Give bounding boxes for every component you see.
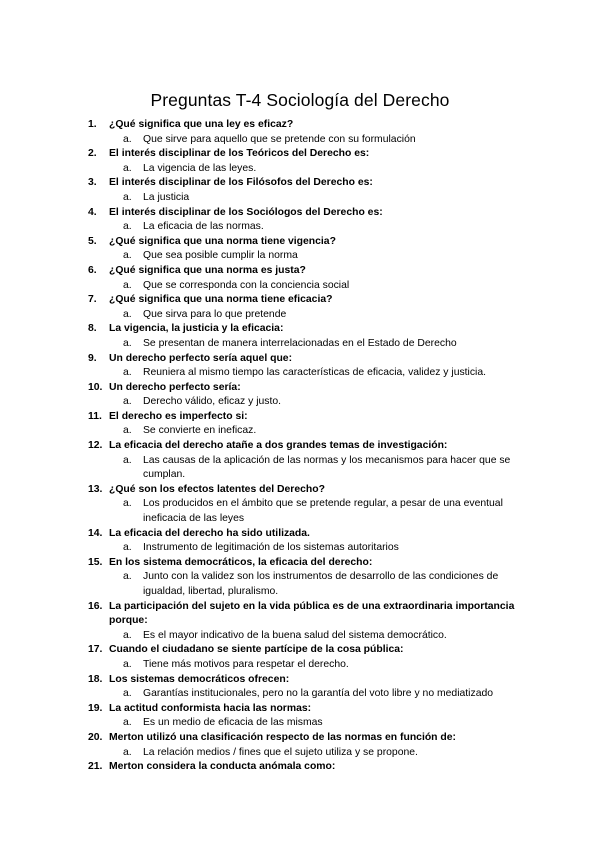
- question-number: 5.: [88, 235, 97, 247]
- answer-marker: a.: [123, 717, 132, 729]
- answer-marker: a.: [123, 396, 132, 408]
- answer-item: [123, 424, 528, 439]
- answer-item: [123, 191, 528, 206]
- question-number: 6.: [88, 264, 97, 276]
- answer-text: Es un medio de eficacia de las mismas: [143, 717, 323, 729]
- question-item: [88, 483, 528, 498]
- answer-marker: a.: [123, 542, 132, 554]
- question-text: Un derecho perfecto sería:: [109, 381, 241, 393]
- question-item: [88, 206, 528, 221]
- question-number: 14.: [88, 527, 103, 539]
- answer-marker: a.: [123, 221, 132, 233]
- answer-item: [123, 249, 528, 264]
- answer-marker: a.: [123, 279, 132, 291]
- answer-text: Que sirva para lo que pretende: [143, 308, 287, 320]
- question-number: 21.: [88, 761, 103, 773]
- question-text: El interés disciplinar de los Sociólogos del Derecho es:: [109, 206, 383, 218]
- question-text: ¿Qué significa que una ley es eficaz?: [109, 119, 294, 130]
- answer-item: [123, 746, 528, 761]
- answer-marker: a.: [123, 191, 132, 203]
- answer-item: [123, 541, 528, 556]
- question-number: 2.: [88, 148, 97, 160]
- answer-text: Se convierte en ineficaz.: [143, 425, 257, 437]
- answer-text: La vigencia de las leyes.: [143, 162, 257, 174]
- answer-marker: a.: [123, 658, 132, 670]
- answer-marker: a.: [123, 454, 132, 466]
- question-item: [88, 673, 528, 688]
- answer-item: [123, 716, 528, 731]
- question-item: [88, 643, 528, 658]
- question-item: [88, 702, 528, 717]
- page-title: Preguntas T-4 Sociología del Derecho: [150, 90, 450, 110]
- question-text: Un derecho perfecto sería aquel que:: [109, 352, 293, 364]
- answer-text: Es el mayor indicativo de la buena salud del sistema democrático.: [143, 629, 447, 641]
- answer-marker: a.: [123, 571, 132, 583]
- answer-item: [123, 337, 528, 352]
- question-number: 10.: [88, 381, 103, 393]
- answer-text: Reuniera al mismo tiempo las características de eficacia, validez y justicia.: [143, 367, 487, 379]
- answer-marker: a.: [123, 746, 132, 758]
- answer-text: Los producidos en el ámbito que se pretende regular, a pesar de una eventual ineficacia de las leyes: [143, 498, 503, 525]
- answer-marker: a.: [123, 133, 132, 145]
- question-item: [88, 147, 528, 162]
- answer-text: Instrumento de legitimación de los sistemas autoritarios: [143, 542, 399, 554]
- question-item: [88, 527, 528, 542]
- question-number: 15.: [88, 556, 103, 568]
- question-number: 12.: [88, 440, 103, 452]
- question-item: [88, 322, 528, 337]
- answer-text: Tiene más motivos para respetar el derecho.: [143, 658, 349, 670]
- answer-item: [123, 162, 528, 177]
- question-item: [88, 293, 528, 308]
- answer-item: [123, 133, 528, 148]
- answer-marker: a.: [123, 498, 132, 510]
- question-number: 16.: [88, 600, 103, 612]
- question-text: La eficacia del derecho ha sido utilizada.: [109, 527, 310, 539]
- answer-text: Se presentan de manera interrelacionadas en el Estado de Derecho: [143, 337, 457, 349]
- question-text: ¿Qué significa que una norma es justa?: [109, 264, 306, 276]
- answer-text: La justicia: [143, 191, 190, 203]
- question-item: [88, 264, 528, 279]
- answer-text: Garantías institucionales, pero no la garantía del voto libre y no mediatizado: [143, 688, 494, 700]
- question-number: 9.: [88, 352, 97, 364]
- question-text: Cuando el ciudadano se siente partícipe de la cosa pública:: [109, 644, 404, 656]
- question-text: Merton utilizó una clasificación respecto de las normas en función de:: [109, 731, 457, 743]
- answer-item: [123, 366, 528, 381]
- answer-item: [123, 220, 528, 235]
- answer-item: [123, 658, 528, 673]
- answer-text: Las causas de la aplicación de las normas y los mecanismos para hacer que se cumplan.: [143, 454, 511, 481]
- answer-text: Junto con la validez son los instrumentos de desarrollo de las condiciones de igualdad, libertad, pluralismo.: [143, 571, 499, 597]
- question-item: [88, 176, 528, 191]
- answer-marker: a.: [123, 250, 132, 262]
- question-number: 19.: [88, 702, 103, 714]
- question-number: 4.: [88, 206, 97, 218]
- answer-item: [123, 395, 528, 410]
- question-text: ¿Qué son los efectos latentes del Derecho?: [109, 483, 325, 495]
- answer-text: Que sirve para aquello que se pretende con su formulación: [143, 133, 416, 145]
- question-item: [88, 410, 528, 425]
- question-number: 8.: [88, 323, 97, 335]
- question-text: Los sistemas democráticos ofrecen:: [109, 673, 290, 685]
- answer-marker: a.: [123, 688, 132, 700]
- question-number: 1.: [88, 119, 97, 130]
- answer-item: [123, 687, 528, 702]
- answer-marker: a.: [123, 425, 132, 437]
- answer-marker: a.: [123, 629, 132, 641]
- question-text: La vigencia, la justicia y la eficacia:: [109, 323, 284, 335]
- answer-marker: a.: [123, 308, 132, 320]
- question-text: En los sistema democráticos, la eficacia del derecho:: [109, 556, 373, 568]
- question-text: El interés disciplinar de los Filósofos del Derecho es:: [109, 177, 373, 189]
- question-item: [88, 600, 528, 629]
- question-text: El derecho es imperfecto si:: [109, 410, 248, 422]
- question-item: [88, 731, 528, 746]
- question-item: [88, 760, 528, 775]
- question-item: [88, 235, 528, 250]
- question-number: 20.: [88, 731, 103, 743]
- answer-item: [123, 279, 528, 294]
- question-item: [88, 381, 528, 396]
- question-text: La actitud conformista hacia las normas:: [109, 702, 312, 714]
- answer-text: Derecho válido, eficaz y justo.: [143, 396, 282, 408]
- answer-item: [123, 497, 528, 526]
- question-item: [88, 352, 528, 367]
- question-text: ¿Qué significa que una norma tiene vigencia?: [109, 235, 336, 247]
- question-text: La participación del sujeto en la vida pública es de una extraordinaria importancia porque:: [109, 600, 515, 627]
- question-number: 11.: [88, 410, 102, 422]
- question-text: Merton considera la conducta anómala como:: [109, 761, 336, 773]
- answer-marker: a.: [123, 337, 132, 349]
- question-item: [88, 439, 528, 454]
- answer-item: [123, 570, 528, 599]
- question-text: ¿Qué significa que una norma tiene eficacia?: [109, 294, 333, 306]
- question-text: El interés disciplinar de los Teóricos del Derecho es:: [109, 148, 370, 160]
- question-number: 17.: [88, 644, 103, 656]
- answer-text: La eficacia de las normas.: [143, 221, 264, 233]
- answer-marker: a.: [123, 367, 132, 379]
- answer-item: [123, 454, 528, 483]
- question-list: [88, 118, 528, 775]
- answer-text: Que sea posible cumplir la norma: [143, 250, 298, 262]
- question-number: 7.: [88, 294, 97, 306]
- answer-item: [123, 308, 528, 323]
- answer-text: La relación medios / fines que el sujeto utiliza y se propone.: [143, 746, 418, 758]
- question-number: 3.: [88, 177, 97, 189]
- question-number: 13.: [88, 483, 103, 495]
- question-item: [88, 556, 528, 571]
- answer-text: Que se corresponda con la conciencia social: [143, 279, 350, 291]
- question-text: La eficacia del derecho atañe a dos grandes temas de investigación:: [109, 440, 448, 452]
- answer-item: [123, 629, 528, 644]
- answer-marker: a.: [123, 162, 132, 174]
- question-item: [88, 118, 528, 133]
- question-number: 18.: [88, 673, 103, 685]
